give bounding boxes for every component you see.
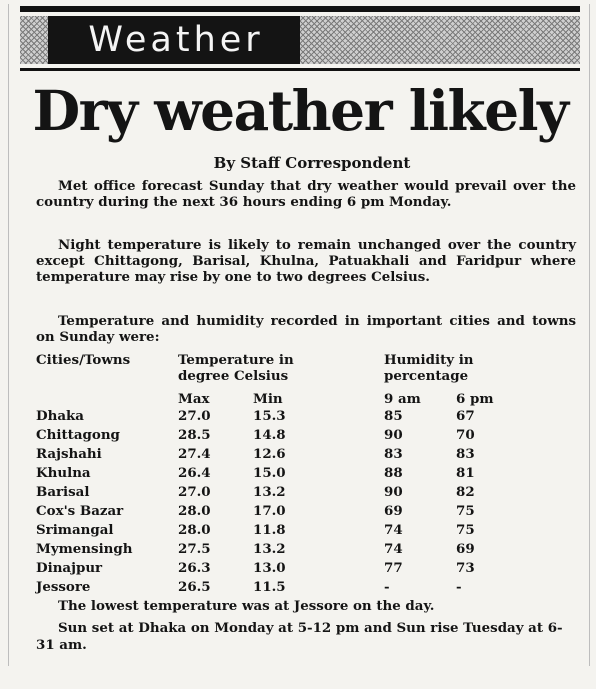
humidity-9am: 90 xyxy=(384,484,403,500)
humidity-6pm: 83 xyxy=(456,446,475,462)
table-row xyxy=(0,522,596,541)
temperature-header-line-2: degree Celsius xyxy=(178,368,289,384)
section-banner xyxy=(20,16,580,64)
min-column-header: Min xyxy=(253,391,283,407)
min-temperature: 15.3 xyxy=(253,408,286,424)
max-temperature: 27.0 xyxy=(178,408,211,424)
table-row xyxy=(0,408,596,427)
humidity-9am: 74 xyxy=(384,522,403,538)
max-temperature: 28.0 xyxy=(178,522,211,538)
min-temperature: 13.0 xyxy=(253,560,286,576)
min-temperature: 11.5 xyxy=(253,579,286,595)
city-name: Dhaka xyxy=(36,408,84,424)
max-temperature: 26.5 xyxy=(178,579,211,595)
humidity-6pm: 81 xyxy=(456,465,475,481)
city-name: Chittagong xyxy=(36,427,120,443)
humidity-6pm: 75 xyxy=(456,522,475,538)
humidity-6pm: 67 xyxy=(456,408,475,424)
city-name: Dinajpur xyxy=(36,560,103,576)
humidity-6pm: - xyxy=(456,579,462,595)
city-name: Khulna xyxy=(36,465,91,481)
max-temperature: 27.0 xyxy=(178,484,211,500)
table-row xyxy=(0,465,596,484)
city-name: Srimangal xyxy=(36,522,114,538)
sunset-sunrise-note: Sun set at Dhaka on Monday at 5-12 pm and Sun rise Tuesday at 6-31 am. xyxy=(36,620,563,653)
temperature-column-header xyxy=(178,352,294,384)
humidity-header-line-1: Humidity in xyxy=(384,352,474,368)
humidity-9am: 77 xyxy=(384,560,403,576)
humidity-6pm: 75 xyxy=(456,503,475,519)
max-temperature: 26.3 xyxy=(178,560,211,576)
table-row xyxy=(0,446,596,465)
city-name: Cox's Bazar xyxy=(36,503,124,519)
min-temperature: 11.8 xyxy=(253,522,286,538)
max-temperature: 27.5 xyxy=(178,541,211,557)
humidity-6pm: 82 xyxy=(456,484,475,500)
paragraph-forecast: Met office forecast Sunday that dry weather would prevail over the country during the next 36 hours ending 6 pm Monday. xyxy=(36,178,576,210)
max-column-header: Max xyxy=(178,391,210,407)
humidity-6pm-column-header: 6 pm xyxy=(456,391,494,407)
byline: By Staff Correspondent xyxy=(213,154,411,172)
min-temperature: 14.8 xyxy=(253,427,286,443)
humidity-6pm: 69 xyxy=(456,541,475,557)
table-row xyxy=(0,541,596,560)
humidity-9am: 83 xyxy=(384,446,403,462)
min-temperature: 13.2 xyxy=(253,541,286,557)
banner-rule xyxy=(20,68,580,71)
table-row xyxy=(0,579,596,598)
min-temperature: 17.0 xyxy=(253,503,286,519)
lowest-temperature-note: The lowest temperature was at Jessore on the day. xyxy=(58,598,435,614)
humidity-9am-column-header: 9 am xyxy=(384,391,421,407)
paragraph-table-intro: Temperature and humidity recorded in important cities and towns on Sunday were: xyxy=(36,313,576,345)
humidity-9am: 74 xyxy=(384,541,403,557)
city-name: Rajshahi xyxy=(36,446,102,462)
humidity-9am: 88 xyxy=(384,465,403,481)
humidity-9am: 69 xyxy=(384,503,403,519)
table-row xyxy=(0,484,596,503)
table-row xyxy=(0,560,596,579)
min-temperature: 12.6 xyxy=(253,446,286,462)
headline: Dry weather likely xyxy=(32,78,568,143)
humidity-6pm: 73 xyxy=(456,560,475,576)
city-name: Mymensingh xyxy=(36,541,133,557)
min-temperature: 13.2 xyxy=(253,484,286,500)
humidity-header-line-2: percentage xyxy=(384,368,469,384)
humidity-6pm: 70 xyxy=(456,427,475,443)
table-row xyxy=(0,503,596,522)
temperature-header-line-1: Temperature in xyxy=(178,352,294,368)
max-temperature: 26.4 xyxy=(178,465,211,481)
table-row xyxy=(0,427,596,446)
max-temperature: 28.0 xyxy=(178,503,211,519)
humidity-column-header xyxy=(384,352,474,384)
paragraph-night-temperature: Night temperature is likely to remain unchanged over the country except Chittagong, Barisal, Khulna, Patuakhali and Faridpur where temperature may rise by one to two degrees Celsius. xyxy=(36,237,576,285)
section-title: Weather xyxy=(48,16,300,64)
city-name: Barisal xyxy=(36,484,90,500)
top-rule xyxy=(20,6,580,12)
min-temperature: 15.0 xyxy=(253,465,286,481)
city-name: Jessore xyxy=(36,579,91,595)
max-temperature: 28.5 xyxy=(178,427,211,443)
humidity-9am: 90 xyxy=(384,427,403,443)
city-column-header: Cities/Towns xyxy=(36,352,131,368)
max-temperature: 27.4 xyxy=(178,446,211,462)
humidity-9am: 85 xyxy=(384,408,403,424)
humidity-9am: - xyxy=(384,579,390,595)
